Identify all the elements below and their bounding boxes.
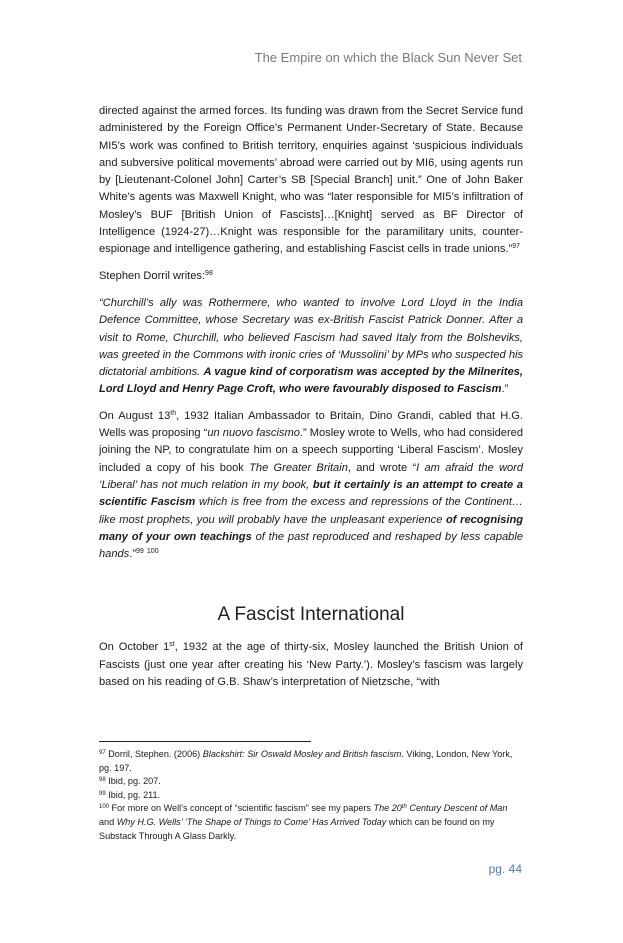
text-run: , 1932 Italian Ambassador to Britain, Dino Grandi, cabled that H.G. Wells was proposing “: [99, 409, 523, 440]
paragraph-mi5-funding: [99, 103, 523, 259]
footnote-number: 98: [99, 777, 106, 784]
paragraph-wells-grandi: [99, 408, 523, 564]
footnote-99: [99, 789, 523, 803]
text-run: .” Mosley wrote to Wells, who had considered joining the NP, to congratulate him on a speech supporting ‘Liberal Fascism’. Mosley included a copy of his book: [99, 427, 523, 474]
footnote-number: 99: [99, 790, 106, 797]
footnote-text: Dorril, Stephen. (2006): [108, 749, 203, 759]
text-run: On October 1: [99, 641, 170, 654]
footnote-number: 97: [99, 750, 106, 756]
footnote-ref-99[interactable]: 99: [136, 548, 144, 556]
footnote-text: which can be found on my Substack Through A Glass Darkly.: [99, 816, 495, 841]
quote-text: “Churchill’s ally was Rothermere, who wanted to involve Lord Lloyd in the India Defence Committee, whose Secretary was ex-British Fascist Patrick Donner. After a visit to Rome, Churchill, who believed Fascism had saved Italy from the Bolsheviks, was greeted in the Commons with ironic cries of ‘Mussolini’ by MPs who suspected his dictatorial ambitions.: [99, 296, 523, 379]
page-number: pg. 44: [488, 862, 522, 876]
footnote-97: [99, 748, 523, 775]
footnotes: [99, 748, 523, 843]
footnote-number: 100: [99, 804, 110, 811]
footnote-text: For more on Well’s concept of “scientific fascism” see my papers: [111, 803, 374, 814]
footnote-separator: [99, 741, 311, 742]
bold-emphasis: of recognising many of your own teachings: [99, 513, 523, 543]
section-heading: A Fascist International: [217, 604, 405, 626]
italic-quote: I am afraid the word ‘Liberal’ has not much relation in my book,: [99, 461, 523, 491]
footnote-text: Ibid, pg. 211.: [108, 789, 161, 800]
text-run: , 1932 at the age of thirty-six, Mosley launched the British Union of Fascists (just one year after creating his ‘New Party.’). Mosley’s fascism was largely based on his reading of G.B. Shaw’s interpretation of Nietzsche, “with: [99, 641, 523, 689]
body-text: [99, 103, 523, 700]
footnote-ref-100[interactable]: 100: [146, 548, 159, 556]
footnote-100: [99, 802, 523, 843]
quote-intro: [99, 268, 523, 285]
ordinal-suffix: st: [169, 641, 175, 649]
italic-quote: of the past reproduced and reshaped by less capable hands: [99, 530, 523, 561]
paragraph-buf-launch: [99, 639, 523, 691]
intro-text: Stephen Dorril writes:: [99, 269, 206, 282]
footnote-98: [99, 775, 523, 789]
footnote-paper-title: The 20: [373, 803, 402, 814]
bold-emphasis: but it certainly is an attempt to create a scientific Fascism: [99, 478, 523, 509]
ordinal-suffix: th: [170, 409, 177, 417]
footnote-ref-98[interactable]: 98: [205, 269, 213, 277]
quote-bold-emphasis: A vague kind of corporatism was accepted by the Milnerites, Lord Lloyd and Henry Page Croft, who were favourably disposed to Fascism: [99, 366, 523, 396]
block-quote-dorril: [99, 295, 523, 399]
footnote-text: Ibid, pg. 207.: [108, 776, 161, 787]
footnote-text: . Viking, London, New York, pg. 197.: [99, 749, 513, 773]
footnote-ref-97[interactable]: 97: [512, 243, 520, 251]
running-header: The Empire on which the Black Sun Never Set: [254, 50, 522, 65]
text-run: , and wrote “: [347, 461, 417, 474]
footnote-paper-title: Why H.G. Wells’ ‘The Shape of Things to Come’ Has Arrived Today: [116, 816, 387, 827]
footnote-book-title: Blackshirt: Sir Oswald Mosley and British fascism: [202, 749, 402, 759]
quote-end: .”: [501, 383, 509, 396]
book-title: The Greater Britain: [249, 461, 348, 474]
italic-quote: which is free from the excess and repressions of the Continent…like most prophets, you will probably have the unpleasant experience: [99, 496, 523, 526]
italic-phrase: un nuovo fascismo: [207, 427, 300, 440]
text-run: On August 13: [99, 409, 171, 422]
ordinal-suffix: th: [401, 804, 407, 811]
paragraph-text: directed against the armed forces. Its funding was drawn from the Secret Service fund administered by the Foreign Office’s Permanent Under-Secretary of State. Because MI5’s work was confined to British territory, enquiries against ‘suspicious individuals and subversive political movements’ abroad were carried out by MI6, using agents run by [Lieutenant-Colonel John] Carter’s SB [Special Branch] unit.” One of John Baker White’s agents was Maxwell Knight, who was “later responsible for MI5’s infiltration of Mosley’s BUF [British Union of Fascists]…[Knight] served as BF Director of Intelligence (1924-27)…Knight was responsible for the paramilitary units, counter-espionage and intelligence gathering, and establishing Fascist cells in trade unions.”: [99, 105, 523, 256]
footnote-text: and: [99, 816, 117, 827]
text-run: .”: [129, 548, 137, 561]
footnote-paper-title: Century Descent of Man: [406, 803, 508, 814]
